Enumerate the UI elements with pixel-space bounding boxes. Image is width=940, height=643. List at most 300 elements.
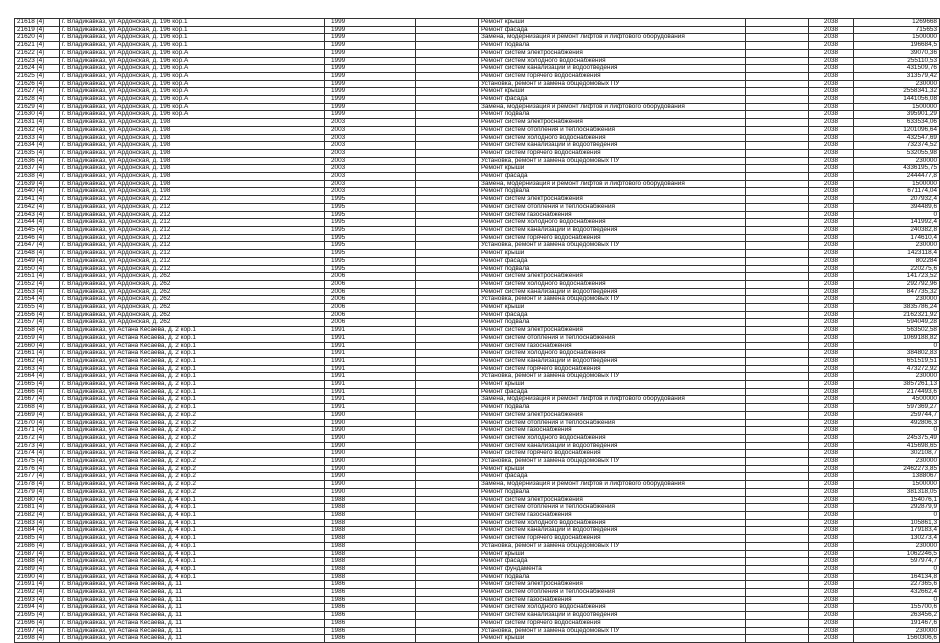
plan-year-cell: 2038: [809, 496, 854, 504]
work-type-cell: Ремонт систем канализации и водоотведения: [479, 142, 746, 150]
address-cell: г. Владикавказ, ул Астана Кесаева, д. 2 кор.1: [60, 388, 325, 396]
build-year-cell: 2006: [325, 311, 416, 319]
empty-cell: [746, 434, 809, 442]
plan-year-cell: 2038: [809, 80, 854, 88]
empty-cell: [746, 396, 809, 404]
empty-cell: [416, 512, 479, 520]
address-cell: г. Владикавказ, ул Астана Кесаева, д. 2 кор.1: [60, 334, 325, 342]
empty-cell: [746, 334, 809, 342]
address-cell: г. Владикавказ, ул Астана Кесаева, д. 2 кор.1: [60, 396, 325, 404]
plan-year-cell: 2038: [809, 203, 854, 211]
address-cell: г. Владикавказ, ул Ардонская, д. 196 кор.1: [60, 26, 325, 34]
build-year-cell: 2003: [325, 126, 416, 134]
cost-cell: 155700,6: [854, 604, 940, 612]
address-cell: г. Владикавказ, ул Ардонская, д. 212: [60, 250, 325, 258]
address-cell: г. Владикавказ, ул Ардонская, д. 198: [60, 119, 325, 127]
plan-year-cell: 2038: [809, 365, 854, 373]
cost-cell: 0: [854, 427, 940, 435]
build-year-cell: 1986: [325, 635, 416, 643]
empty-cell: [746, 535, 809, 543]
build-year-cell: 1991: [325, 404, 416, 412]
work-type-cell: Ремонт фасада: [479, 96, 746, 104]
address-cell: г. Владикавказ, ул Астана Кесаева, д. 2 кор.2: [60, 450, 325, 458]
address-cell: г. Владикавказ, ул Ардонская, д. 198: [60, 149, 325, 157]
empty-cell: [746, 350, 809, 358]
empty-cell: [416, 342, 479, 350]
build-year-cell: 1995: [325, 203, 416, 211]
build-year-cell: 1990: [325, 458, 416, 466]
empty-cell: [416, 396, 479, 404]
empty-cell: [746, 165, 809, 173]
plan-year-cell: 2038: [809, 404, 854, 412]
build-year-cell: 2003: [325, 142, 416, 150]
build-year-cell: 1990: [325, 427, 416, 435]
row-id-cell: 21630 (4): [15, 111, 60, 119]
build-year-cell: 2003: [325, 157, 416, 165]
empty-cell: [416, 488, 479, 496]
build-year-cell: 1988: [325, 565, 416, 573]
plan-year-cell: 2038: [809, 49, 854, 57]
empty-cell: [746, 65, 809, 73]
cost-cell: 432662,4: [854, 589, 940, 597]
plan-year-cell: 2038: [809, 565, 854, 573]
empty-cell: [746, 134, 809, 142]
plan-year-cell: 2038: [809, 196, 854, 204]
address-cell: г. Владикавказ, ул Астана Кесаева, д. 2 кор.1: [60, 350, 325, 358]
build-year-cell: 1986: [325, 581, 416, 589]
empty-cell: [746, 242, 809, 250]
empty-cell: [416, 196, 479, 204]
empty-cell: [746, 488, 809, 496]
plan-year-cell: 2038: [809, 242, 854, 250]
address-cell: г. Владикавказ, ул Ардонская, д. 196 кор.А: [60, 65, 325, 73]
plan-year-cell: 2038: [809, 111, 854, 119]
address-cell: г. Владикавказ, ул Астана Кесаева, д. 11: [60, 589, 325, 597]
row-id-cell: 21681 (4): [15, 504, 60, 512]
empty-cell: [746, 103, 809, 111]
row-id-cell: 21637 (4): [15, 165, 60, 173]
work-type-cell: Ремонт подвала: [479, 188, 746, 196]
row-id-cell: 21625 (4): [15, 72, 60, 80]
build-year-cell: 1999: [325, 34, 416, 42]
empty-cell: [746, 565, 809, 573]
build-year-cell: 1990: [325, 473, 416, 481]
empty-cell: [416, 296, 479, 304]
cost-cell: 292879,9: [854, 504, 940, 512]
empty-cell: [416, 404, 479, 412]
cost-cell: 191467,6: [854, 619, 940, 627]
empty-cell: [746, 80, 809, 88]
empty-cell: [746, 149, 809, 157]
cost-cell: 4500000: [854, 396, 940, 404]
plan-year-cell: 2038: [809, 450, 854, 458]
work-type-cell: Ремонт систем отопления и теплоснабжения: [479, 504, 746, 512]
cost-cell: 432547,69: [854, 134, 940, 142]
plan-year-cell: 2038: [809, 581, 854, 589]
plan-year-cell: 2038: [809, 573, 854, 581]
cost-cell: 1441056,08: [854, 96, 940, 104]
plan-year-cell: 2038: [809, 350, 854, 358]
cost-cell: 1269668: [854, 19, 940, 27]
table-row: [15, 411, 940, 419]
work-type-cell: Ремонт систем холодного водоснабжения: [479, 350, 746, 358]
cost-cell: 141992,4: [854, 219, 940, 227]
row-id-cell: 21673 (4): [15, 442, 60, 450]
cost-cell: 0: [854, 512, 940, 520]
plan-year-cell: 2038: [809, 142, 854, 150]
cost-cell: 240382,8: [854, 226, 940, 234]
address-cell: г. Владикавказ, ул Астана Кесаева, д. 11: [60, 619, 325, 627]
empty-cell: [416, 357, 479, 365]
build-year-cell: 1986: [325, 604, 416, 612]
work-type-cell: Установка, ремонт и замена общедомовых ПУ: [479, 296, 746, 304]
plan-year-cell: 2038: [809, 388, 854, 396]
cost-cell: 384802,83: [854, 350, 940, 358]
empty-cell: [416, 581, 479, 589]
empty-cell: [746, 573, 809, 581]
cost-cell: 292792,96: [854, 280, 940, 288]
empty-cell: [746, 365, 809, 373]
cost-cell: 802284: [854, 257, 940, 265]
empty-cell: [416, 350, 479, 358]
empty-cell: [416, 473, 479, 481]
empty-cell: [746, 357, 809, 365]
plan-year-cell: 2038: [809, 635, 854, 643]
empty-cell: [416, 419, 479, 427]
address-cell: г. Владикавказ, ул Ардонская, д. 196 кор.А: [60, 72, 325, 80]
plan-year-cell: 2038: [809, 257, 854, 265]
row-id-cell: 21641 (4): [15, 196, 60, 204]
build-year-cell: 2006: [325, 296, 416, 304]
empty-cell: [746, 126, 809, 134]
empty-cell: [746, 512, 809, 520]
plan-year-cell: 2038: [809, 512, 854, 520]
work-type-cell: Ремонт систем горячего водоснабжения: [479, 450, 746, 458]
work-type-cell: Ремонт систем горячего водоснабжения: [479, 149, 746, 157]
row-id-cell: 21649 (4): [15, 257, 60, 265]
row-id-cell: 21679 (4): [15, 488, 60, 496]
build-year-cell: 1990: [325, 419, 416, 427]
work-type-cell: Ремонт систем канализации и водоотведения: [479, 612, 746, 620]
table-row: [15, 49, 940, 57]
address-cell: г. Владикавказ, ул Ардонская, д. 212: [60, 242, 325, 250]
address-cell: г. Владикавказ, ул Ардонская, д. 212: [60, 265, 325, 273]
plan-year-cell: 2038: [809, 427, 854, 435]
empty-cell: [746, 234, 809, 242]
plan-year-cell: 2038: [809, 550, 854, 558]
build-year-cell: 2003: [325, 188, 416, 196]
work-type-cell: Ремонт крыши: [479, 635, 746, 643]
empty-cell: [416, 173, 479, 181]
empty-cell: [746, 596, 809, 604]
build-year-cell: 1986: [325, 589, 416, 597]
work-type-cell: Ремонт систем холодного водоснабжения: [479, 434, 746, 442]
empty-cell: [416, 304, 479, 312]
address-cell: г. Владикавказ, ул Астана Кесаева, д. 4 кор.1: [60, 527, 325, 535]
row-id-cell: 21629 (4): [15, 103, 60, 111]
empty-cell: [416, 157, 479, 165]
plan-year-cell: 2038: [809, 234, 854, 242]
row-id-cell: 21658 (4): [15, 327, 60, 335]
plan-year-cell: 2038: [809, 458, 854, 466]
table-row: [15, 565, 940, 573]
row-id-cell: 21680 (4): [15, 496, 60, 504]
address-cell: г. Владикавказ, ул Ардонская, д. 262: [60, 304, 325, 312]
plan-year-cell: 2038: [809, 434, 854, 442]
empty-cell: [416, 327, 479, 335]
work-type-cell: Ремонт систем холодного водоснабжения: [479, 57, 746, 65]
work-type-cell: Установка, ремонт и замена общедомовых ПУ: [479, 627, 746, 635]
empty-cell: [416, 465, 479, 473]
address-cell: г. Владикавказ, ул Ардонская, д. 196 кор.А: [60, 88, 325, 96]
empty-cell: [416, 211, 479, 219]
empty-cell: [416, 519, 479, 527]
work-type-cell: Ремонт крыши: [479, 381, 746, 389]
work-type-cell: Ремонт крыши: [479, 465, 746, 473]
cost-cell: 230000: [854, 296, 940, 304]
empty-cell: [416, 219, 479, 227]
cost-cell: 207932,4: [854, 196, 940, 204]
empty-cell: [746, 388, 809, 396]
build-year-cell: 1991: [325, 388, 416, 396]
build-year-cell: 1990: [325, 481, 416, 489]
empty-cell: [746, 342, 809, 350]
build-year-cell: 2003: [325, 119, 416, 127]
build-year-cell: 1990: [325, 411, 416, 419]
address-cell: г. Владикавказ, ул Астана Кесаева, д. 11: [60, 581, 325, 589]
empty-cell: [746, 304, 809, 312]
work-type-cell: Ремонт систем газоснабжения: [479, 512, 746, 520]
empty-cell: [416, 119, 479, 127]
empty-cell: [746, 542, 809, 550]
row-id-cell: 21685 (4): [15, 535, 60, 543]
work-type-cell: Ремонт подвала: [479, 319, 746, 327]
empty-cell: [416, 242, 479, 250]
empty-cell: [416, 103, 479, 111]
empty-cell: [416, 365, 479, 373]
empty-cell: [746, 481, 809, 489]
address-cell: г. Владикавказ, ул Астана Кесаева, д. 2 кор.2: [60, 419, 325, 427]
work-type-cell: Ремонт систем электроснабжения: [479, 119, 746, 127]
work-type-cell: Ремонт подвала: [479, 111, 746, 119]
work-type-cell: Ремонт фасада: [479, 257, 746, 265]
cost-cell: 597369,27: [854, 404, 940, 412]
work-type-cell: Ремонт фасада: [479, 473, 746, 481]
empty-cell: [746, 57, 809, 65]
cost-cell: 230000: [854, 458, 940, 466]
table-body: [15, 19, 940, 643]
address-cell: г. Владикавказ, ул Ардонская, д. 198: [60, 188, 325, 196]
empty-cell: [746, 442, 809, 450]
row-id-cell: 21684 (4): [15, 527, 60, 535]
plan-year-cell: 2038: [809, 319, 854, 327]
plan-year-cell: 2038: [809, 604, 854, 612]
empty-cell: [746, 465, 809, 473]
cost-cell: 230000: [854, 157, 940, 165]
build-year-cell: 2006: [325, 280, 416, 288]
cost-cell: 230000: [854, 542, 940, 550]
empty-cell: [746, 427, 809, 435]
work-type-cell: Установка, ремонт и замена общедомовых ПУ: [479, 80, 746, 88]
empty-cell: [746, 173, 809, 181]
cost-cell: 259744,7: [854, 411, 940, 419]
build-year-cell: 1988: [325, 512, 416, 520]
plan-year-cell: 2038: [809, 96, 854, 104]
cost-cell: 263456,2: [854, 612, 940, 620]
cost-cell: 1500000: [854, 34, 940, 42]
plan-year-cell: 2038: [809, 542, 854, 550]
build-year-cell: 1995: [325, 226, 416, 234]
empty-cell: [746, 319, 809, 327]
cost-cell: 2558341,32: [854, 88, 940, 96]
plan-year-cell: 2038: [809, 527, 854, 535]
row-id-cell: 21693 (4): [15, 596, 60, 604]
build-year-cell: 1986: [325, 596, 416, 604]
build-year-cell: 1995: [325, 265, 416, 273]
row-id-cell: 21621 (4): [15, 42, 60, 50]
empty-cell: [416, 134, 479, 142]
row-id-cell: 21659 (4): [15, 334, 60, 342]
build-year-cell: 1988: [325, 504, 416, 512]
row-id-cell: 21678 (4): [15, 481, 60, 489]
plan-year-cell: 2038: [809, 535, 854, 543]
empty-cell: [746, 411, 809, 419]
empty-cell: [416, 565, 479, 573]
row-id-cell: 21657 (4): [15, 319, 60, 327]
plan-year-cell: 2038: [809, 219, 854, 227]
row-id-cell: 21667 (4): [15, 396, 60, 404]
empty-cell: [746, 265, 809, 273]
build-year-cell: 1995: [325, 219, 416, 227]
address-cell: г. Владикавказ, ул Астана Кесаева, д. 4 кор.1: [60, 565, 325, 573]
address-cell: г. Владикавказ, ул Ардонская, д. 196 кор.А: [60, 49, 325, 57]
cost-cell: 1069188,82: [854, 334, 940, 342]
empty-cell: [746, 558, 809, 566]
work-type-cell: Ремонт систем холодного водоснабжения: [479, 604, 746, 612]
address-cell: г. Владикавказ, ул Астана Кесаева, д. 2 кор.1: [60, 357, 325, 365]
address-cell: г. Владикавказ, ул Ардонская, д. 198: [60, 165, 325, 173]
empty-cell: [416, 65, 479, 73]
row-id-cell: 21656 (4): [15, 311, 60, 319]
row-id-cell: 21668 (4): [15, 404, 60, 412]
cost-cell: 3835786,24: [854, 304, 940, 312]
plan-year-cell: 2038: [809, 173, 854, 181]
build-year-cell: 1991: [325, 396, 416, 404]
row-id-cell: 21669 (4): [15, 411, 60, 419]
address-cell: г. Владикавказ, ул Астана Кесаева, д. 2 кор.1: [60, 327, 325, 335]
work-type-cell: Ремонт систем электроснабжения: [479, 196, 746, 204]
plan-year-cell: 2038: [809, 473, 854, 481]
build-year-cell: 1995: [325, 250, 416, 258]
row-id-cell: 21654 (4): [15, 296, 60, 304]
table-row: [15, 334, 940, 342]
build-year-cell: 1988: [325, 558, 416, 566]
address-cell: г. Владикавказ, ул Ардонская, д. 196 кор.А: [60, 80, 325, 88]
row-id-cell: 21697 (4): [15, 627, 60, 635]
work-type-cell: Ремонт крыши: [479, 88, 746, 96]
plan-year-cell: 2038: [809, 373, 854, 381]
address-cell: г. Владикавказ, ул Астана Кесаева, д. 4 кор.1: [60, 496, 325, 504]
empty-cell: [416, 527, 479, 535]
build-year-cell: 1988: [325, 542, 416, 550]
empty-cell: [416, 72, 479, 80]
cost-cell: 473272,92: [854, 365, 940, 373]
address-cell: г. Владикавказ, ул Астана Кесаева, д. 4 кор.1: [60, 519, 325, 527]
build-year-cell: 1999: [325, 88, 416, 96]
address-cell: г. Владикавказ, ул Астана Кесаева, д. 11: [60, 604, 325, 612]
empty-cell: [746, 88, 809, 96]
row-id-cell: 21634 (4): [15, 142, 60, 150]
cost-cell: 395901,29: [854, 111, 940, 119]
plan-year-cell: 2038: [809, 504, 854, 512]
row-id-cell: 21695 (4): [15, 612, 60, 620]
address-cell: г. Владикавказ, ул Астана Кесаева, д. 2 кор.2: [60, 411, 325, 419]
address-cell: г. Владикавказ, ул Ардонская, д. 212: [60, 226, 325, 234]
cost-cell: 715653: [854, 26, 940, 34]
build-year-cell: 1995: [325, 257, 416, 265]
row-id-cell: 21694 (4): [15, 604, 60, 612]
empty-cell: [416, 411, 479, 419]
work-type-cell: Ремонт систем газоснабжения: [479, 211, 746, 219]
cost-cell: 227365,6: [854, 581, 940, 589]
empty-cell: [746, 157, 809, 165]
work-type-cell: Ремонт систем отопления и теплоснабжения: [479, 126, 746, 134]
cost-cell: 154076,1: [854, 496, 940, 504]
plan-year-cell: 2038: [809, 619, 854, 627]
plan-year-cell: 2038: [809, 165, 854, 173]
table-row: [15, 635, 940, 643]
row-id-cell: 21682 (4): [15, 512, 60, 520]
cost-cell: 1423118,4: [854, 250, 940, 258]
row-id-cell: 21666 (4): [15, 388, 60, 396]
row-id-cell: 21652 (4): [15, 280, 60, 288]
row-id-cell: 21648 (4): [15, 250, 60, 258]
row-id-cell: 21655 (4): [15, 304, 60, 312]
work-type-cell: Ремонт систем холодного водоснабжения: [479, 134, 746, 142]
empty-cell: [746, 180, 809, 188]
address-cell: г. Владикавказ, ул Ардонская, д. 262: [60, 319, 325, 327]
empty-cell: [746, 119, 809, 127]
empty-cell: [416, 280, 479, 288]
plan-year-cell: 2038: [809, 396, 854, 404]
build-year-cell: 1999: [325, 65, 416, 73]
build-year-cell: 1999: [325, 49, 416, 57]
address-cell: г. Владикавказ, ул Астана Кесаева, д. 2 кор.1: [60, 365, 325, 373]
empty-cell: [746, 604, 809, 612]
empty-cell: [416, 288, 479, 296]
row-id-cell: 21689 (4): [15, 565, 60, 573]
empty-cell: [416, 34, 479, 42]
work-type-cell: Установка, ремонт и замена общедомовых ПУ: [479, 542, 746, 550]
empty-cell: [746, 589, 809, 597]
plan-year-cell: 2038: [809, 488, 854, 496]
cost-cell: 1388067: [854, 473, 940, 481]
build-year-cell: 1999: [325, 42, 416, 50]
work-type-cell: Ремонт подвала: [479, 265, 746, 273]
address-cell: г. Владикавказ, ул Ардонская, д. 196 кор.А: [60, 57, 325, 65]
plan-year-cell: 2038: [809, 589, 854, 597]
address-cell: г. Владикавказ, ул Ардонская, д. 212: [60, 203, 325, 211]
address-cell: г. Владикавказ, ул Астана Кесаева, д. 2 кор.2: [60, 488, 325, 496]
work-type-cell: Ремонт систем газоснабжения: [479, 427, 746, 435]
build-year-cell: 2003: [325, 134, 416, 142]
empty-cell: [416, 203, 479, 211]
empty-cell: [416, 311, 479, 319]
build-year-cell: 1986: [325, 627, 416, 635]
plan-year-cell: 2038: [809, 411, 854, 419]
plan-year-cell: 2038: [809, 381, 854, 389]
empty-cell: [416, 149, 479, 157]
